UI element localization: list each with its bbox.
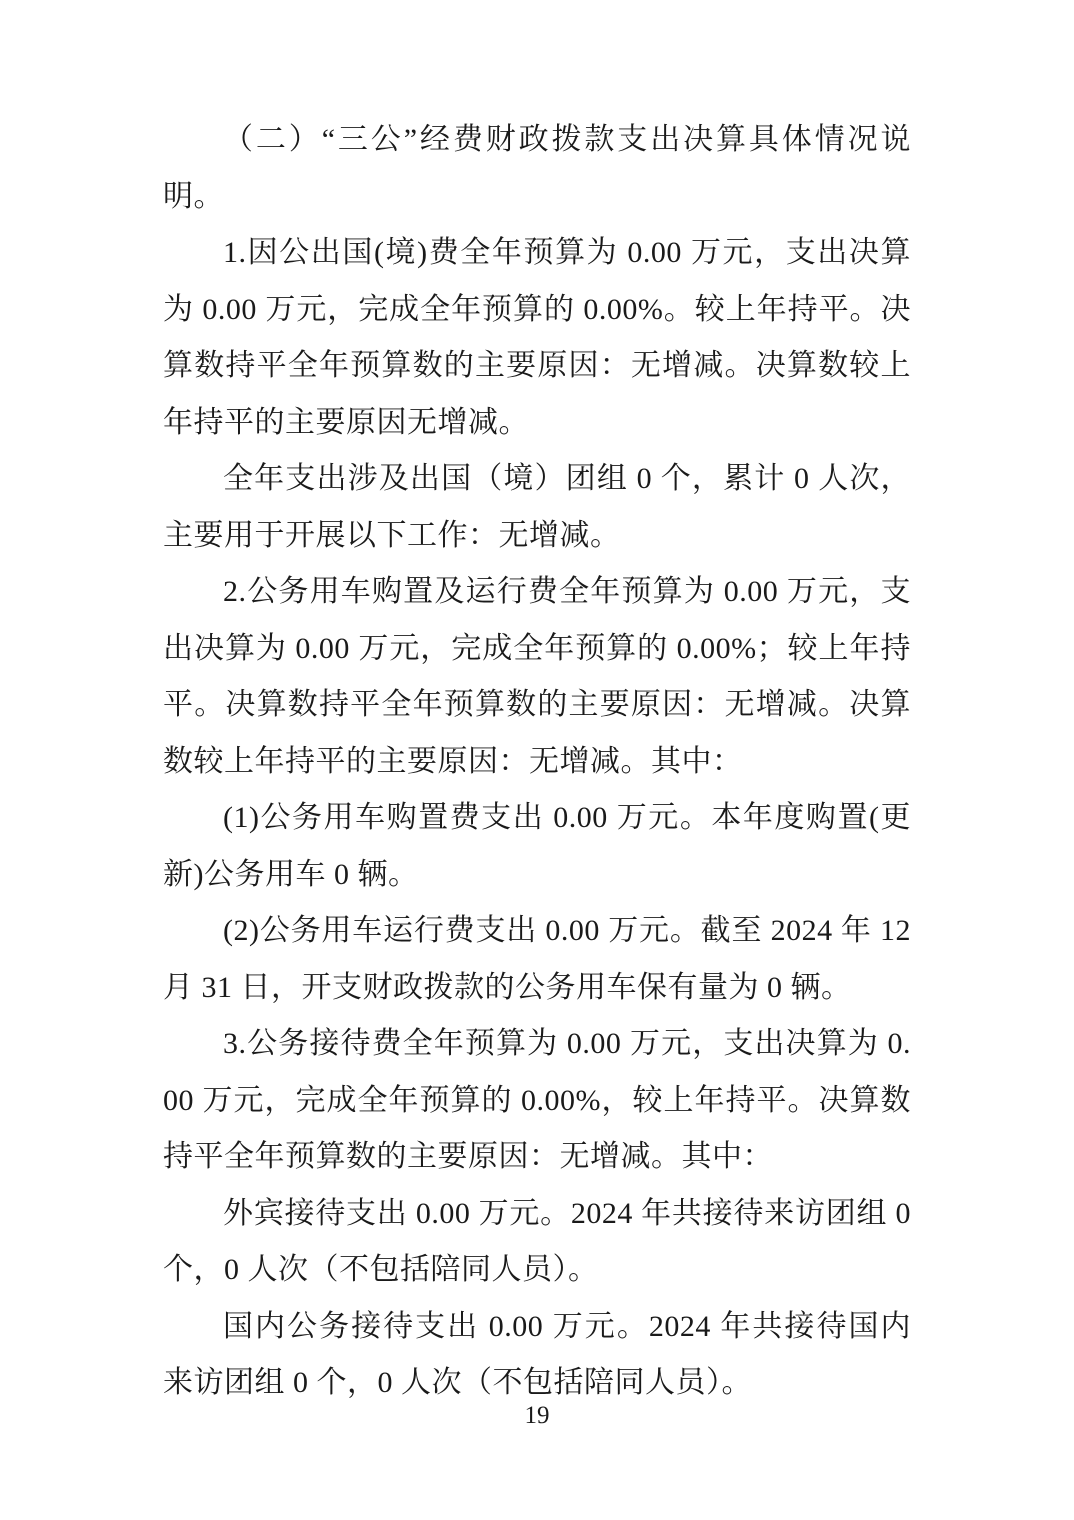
page-number: 19 <box>524 1402 550 1429</box>
paragraph-abroad-expense: 1.因公出国(境)费全年预算为 0.00 万元，支出决算为 0.00 万元，完成全年预算的 0.00%。较上年持平。决算数持平全年预算数的主要原因：无增减。决算数较上年持平的主要原因无增减。 <box>163 236 911 439</box>
paragraph-abroad-groups: 全年支出涉及出国（境）团组 0 个，累计 0 人次，主要用于开展以下工作：无增减。 <box>163 462 911 552</box>
document-body <box>163 112 911 1412</box>
section-heading: （二）“三公”经费财政拨款支出决算具体情况说明。 <box>163 123 911 213</box>
paragraph-domestic-reception: 国内公务接待支出 0.00 万元。2024 年共接待国内来访团组 0 个，0 人次（不包括陪同人员）。 <box>163 1309 911 1399</box>
paragraph-foreign-reception: 外宾接待支出 0.00 万元。2024 年共接待来访团组 0 个，0 人次（不包括陪同人员）。 <box>163 1196 911 1286</box>
paragraph-vehicle-expense: 2.公务用车购置及运行费全年预算为 0.00 万元，支出决算为 0.00 万元，完成全年预算的 0.00%；较上年持平。决算数持平全年预算数的主要原因：无增减。决算数较上年持平的主要原因：无增减。其中： <box>163 575 911 778</box>
paragraph-reception-expense: 3.公务接待费全年预算为 0.00 万元，支出决算为 0.00 万元，完成全年预算的 0.00%，较上年持平。决算数持平全年预算数的主要原因：无增减。其中： <box>163 1027 911 1173</box>
paragraph-vehicle-purchase: (1)公务用车购置费支出 0.00 万元。本年度购置(更新)公务用车 0 辆。 <box>163 801 911 891</box>
paragraph-vehicle-operation: (2)公务用车运行费支出 0.00 万元。截至 2024 年 12 月 31 日，开支财政拨款的公务用车保有量为 0 辆。 <box>163 914 911 1004</box>
